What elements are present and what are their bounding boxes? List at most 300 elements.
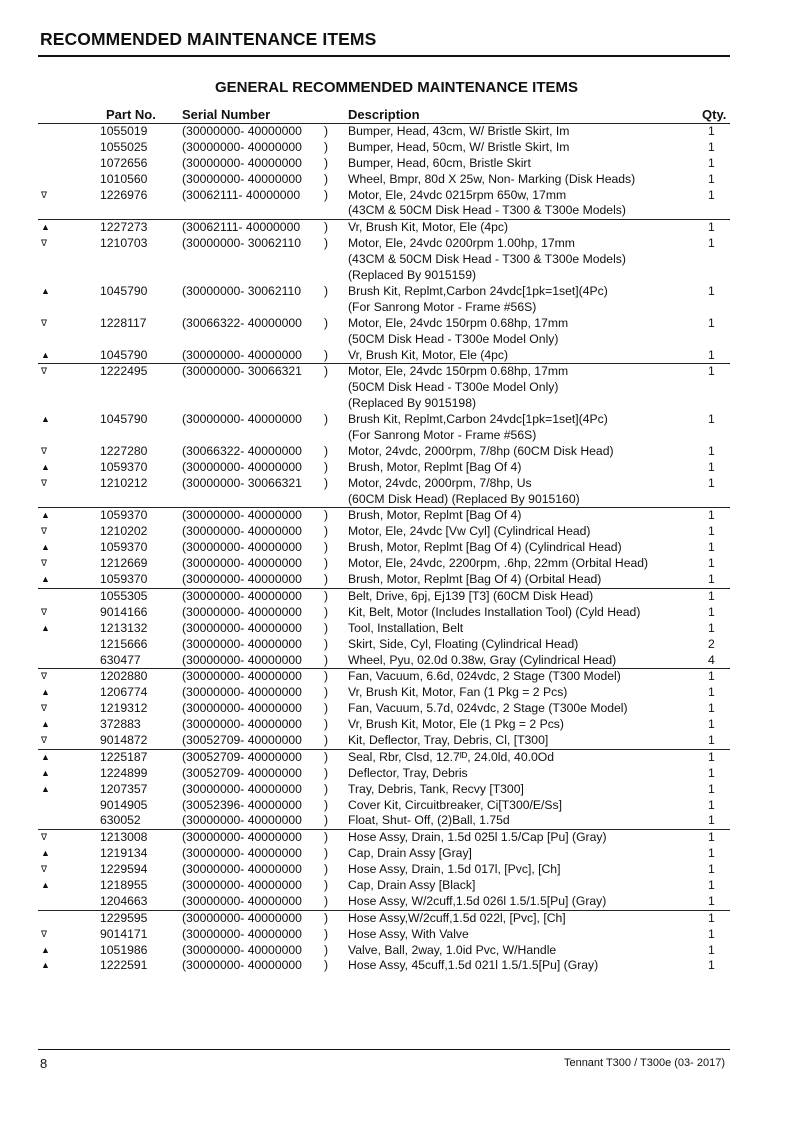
- part-number: 630477: [100, 652, 141, 667]
- serial-range: (30000000- 40000000: [182, 958, 302, 973]
- serial-range: (30000000- 40000000: [182, 893, 302, 908]
- table-row: [38, 668, 730, 685]
- table-row: [38, 156, 730, 172]
- triangle-up-icon: ▲: [41, 687, 50, 698]
- description-line: (For Sanrong Motor - Frame #56S): [348, 299, 537, 314]
- serial-close-paren: ): [324, 540, 329, 555]
- serial-close-paren: ): [324, 139, 329, 154]
- description-line: (50CM Disk Head - T300e Model Only): [348, 331, 559, 346]
- nabla-icon: ∇: [41, 928, 48, 939]
- table-row: [38, 749, 730, 766]
- description-line: Brush Kit, Replmt,Carbon 24vdc[1pk=1set](4Pc): [348, 283, 608, 298]
- triangle-up-icon: ▲: [41, 574, 50, 585]
- quantity: 1: [708, 781, 715, 796]
- table-row: [38, 476, 730, 508]
- serial-close-paren: ): [324, 556, 329, 571]
- part-number: 1229594: [100, 862, 148, 877]
- serial-range: (30000000- 40000000: [182, 669, 302, 684]
- table-row: [38, 878, 730, 894]
- quantity: 1: [708, 830, 715, 845]
- description-line: Motor, Ele, 24vdc 150rpm 0.68hp, 17mm: [348, 364, 569, 379]
- serial-close-paren: ): [324, 636, 329, 651]
- serial-close-paren: ): [324, 830, 329, 845]
- serial-close-paren: ): [324, 220, 329, 235]
- quantity: 1: [708, 765, 715, 780]
- serial-range: (30000000- 40000000: [182, 540, 302, 555]
- serial-close-paren: ): [324, 475, 329, 490]
- quantity: 1: [708, 604, 715, 619]
- serial-close-paren: ): [324, 124, 329, 138]
- nabla-icon: ∇: [41, 558, 48, 569]
- serial-range: (30000000- 40000000: [182, 124, 302, 138]
- footer-rule: [38, 1049, 730, 1050]
- serial-range: (30000000- 40000000: [182, 877, 302, 892]
- description-line: Hose Assy, Drain, 1.5d 017l, [Pvc], [Ch]: [348, 862, 561, 877]
- table-row: [38, 123, 730, 140]
- serial-close-paren: ): [324, 572, 329, 587]
- serial-close-paren: ): [324, 749, 329, 764]
- table-row: [38, 236, 730, 284]
- nabla-icon: ∇: [41, 606, 48, 617]
- serial-close-paren: ): [324, 155, 329, 170]
- serial-range: (30066322- 40000000: [182, 315, 302, 330]
- serial-close-paren: ): [324, 508, 329, 523]
- serial-close-paren: ): [324, 797, 329, 812]
- description-line: Kit, Belt, Motor (Includes Installation Tool) (Cyld Head): [348, 604, 641, 619]
- part-number: 1059370: [100, 459, 148, 474]
- part-number: 1218955: [100, 877, 148, 892]
- part-number: 1045790: [100, 283, 148, 298]
- description-line: Vr, Brush Kit, Motor, Ele (1 Pkg = 2 Pcs): [348, 717, 564, 732]
- serial-range: (30000000- 40000000: [182, 717, 302, 732]
- description-line: Vr, Brush Kit, Motor, Ele (4pc): [348, 347, 509, 362]
- description-line: Hose Assy, Drain, 1.5d 025l 1.5/Cap [Pu] (Gray): [348, 830, 607, 845]
- nabla-icon: ∇: [41, 317, 48, 328]
- table-row: [38, 782, 730, 798]
- nabla-icon: ∇: [41, 703, 48, 714]
- quantity: 1: [708, 588, 715, 603]
- serial-range: (30000000- 40000000: [182, 459, 302, 474]
- quantity: 1: [708, 958, 715, 973]
- serial-range: (30000000- 40000000: [182, 171, 302, 186]
- serial-range: (30000000- 40000000: [182, 572, 302, 587]
- nabla-icon: ∇: [41, 445, 48, 456]
- triangle-up-icon: ▲: [41, 222, 50, 233]
- serial-range: (30052396- 40000000: [182, 797, 302, 812]
- serial-range: (30000000- 40000000: [182, 862, 302, 877]
- serial-range: (30000000- 40000000: [182, 942, 302, 957]
- part-number: 1226976: [100, 187, 148, 202]
- quantity: 1: [708, 524, 715, 539]
- quantity: 1: [708, 283, 715, 298]
- quantity: 1: [708, 443, 715, 458]
- table-row: [38, 540, 730, 556]
- serial-range: (30000000- 40000000: [182, 347, 302, 362]
- quantity: 1: [708, 893, 715, 908]
- quantity: 1: [708, 155, 715, 170]
- serial-close-paren: ): [324, 604, 329, 619]
- table-row: [38, 444, 730, 460]
- quantity: 1: [708, 315, 715, 330]
- serial-range: (30000000- 40000000: [182, 139, 302, 154]
- part-number: 1055019: [100, 124, 148, 138]
- serial-range: (30000000- 40000000: [182, 524, 302, 539]
- serial-range: (30062111- 40000000: [182, 187, 301, 202]
- part-number: 1059370: [100, 540, 148, 555]
- part-number: 1222495: [100, 364, 148, 379]
- quantity: 1: [708, 171, 715, 186]
- triangle-up-icon: ▲: [41, 510, 50, 521]
- part-number: 1059370: [100, 508, 148, 523]
- quantity: 1: [708, 620, 715, 635]
- serial-range: (30000000- 30062110: [182, 283, 302, 298]
- triangle-up-icon: ▲: [41, 622, 50, 633]
- description-line: Motor, Ele, 24vdc, 2200rpm, .6hp, 22mm (Orbital Head): [348, 556, 649, 571]
- part-number: 1210703: [100, 236, 148, 251]
- serial-close-paren: ): [324, 958, 329, 973]
- serial-close-paren: ): [324, 910, 329, 925]
- part-number: 1224899: [100, 765, 148, 780]
- serial-close-paren: ): [324, 813, 329, 828]
- serial-range: (30000000- 40000000: [182, 556, 302, 571]
- description-line: Vr, Brush Kit, Motor, Fan (1 Pkg = 2 Pcs): [348, 685, 568, 700]
- quantity: 1: [708, 797, 715, 812]
- nabla-icon: ∇: [41, 477, 48, 488]
- serial-close-paren: ): [324, 765, 329, 780]
- page-number: 8: [40, 1056, 48, 1071]
- table-row: [38, 910, 730, 927]
- serial-close-paren: ): [324, 283, 329, 298]
- header-part-no: Part No.: [106, 107, 156, 122]
- description-line: (50CM Disk Head - T300e Model Only): [348, 380, 559, 395]
- quantity: 1: [708, 910, 715, 925]
- nabla-icon: ∇: [41, 832, 48, 843]
- part-number: 1045790: [100, 412, 148, 427]
- description-line: Tray, Debris, Tank, Recvy [T300]: [348, 781, 524, 796]
- document-reference: Tennant T300 / T300e (03- 2017): [563, 1057, 725, 1069]
- serial-range: (30000000- 40000000: [182, 588, 302, 603]
- table-row: [38, 829, 730, 846]
- quantity: 1: [708, 540, 715, 555]
- triangle-up-icon: ▲: [41, 960, 50, 971]
- quantity: 1: [708, 187, 715, 202]
- serial-close-paren: ): [324, 364, 329, 379]
- quantity: 1: [708, 508, 715, 523]
- serial-range: (30000000- 40000000: [182, 508, 302, 523]
- quantity: 1: [708, 732, 715, 747]
- part-number: 1213008: [100, 830, 148, 845]
- table-row: [38, 958, 730, 974]
- triangle-up-icon: ▲: [41, 944, 50, 955]
- table-row: [38, 316, 730, 348]
- quantity: 1: [708, 685, 715, 700]
- description-line: Fan, Vacuum, 6.6d, 024vdc, 2 Stage (T300 Model): [348, 669, 621, 684]
- part-number: 630052: [100, 813, 141, 828]
- part-number: 9014905: [100, 797, 148, 812]
- quantity: 1: [708, 139, 715, 154]
- serial-close-paren: ): [324, 652, 329, 667]
- description-line: (43CM & 50CM Disk Head - T300 & T300e Models): [348, 252, 626, 267]
- part-number: 1227273: [100, 220, 148, 235]
- serial-close-paren: ): [324, 846, 329, 861]
- serial-range: (30000000- 40000000: [182, 652, 302, 667]
- serial-close-paren: ): [324, 588, 329, 603]
- part-number: 1215666: [100, 636, 148, 651]
- table-row: [38, 862, 730, 878]
- table-row: [38, 717, 730, 733]
- table-row: [38, 219, 730, 236]
- table-row: [38, 605, 730, 621]
- serial-close-paren: ): [324, 412, 329, 427]
- description-line: Brush, Motor, Replmt [Bag Of 4) (Orbital Head): [348, 572, 602, 587]
- description-line: Hose Assy,W/2cuff,1.5d 022l, [Pvc], [Ch]: [348, 910, 566, 925]
- description-line: Seal, Rbr, Clsd, 12.7ᴵᴰ, 24.0ld, 40.0Od: [348, 749, 555, 764]
- triangle-up-icon: ▲: [41, 751, 50, 762]
- serial-close-paren: ): [324, 701, 329, 716]
- part-number: 1210202: [100, 524, 148, 539]
- part-number: 9014171: [100, 926, 148, 941]
- serial-close-paren: ): [324, 669, 329, 684]
- serial-range: (30000000- 40000000: [182, 412, 302, 427]
- serial-close-paren: ): [324, 187, 329, 202]
- nabla-icon: ∇: [41, 366, 48, 377]
- serial-close-paren: ): [324, 685, 329, 700]
- section-subtitle: GENERAL RECOMMENDED MAINTENANCE ITEMS: [214, 79, 579, 96]
- table-row: [38, 188, 730, 220]
- description-line: Kit, Deflector, Tray, Debris, Cl, [T300]: [348, 732, 549, 747]
- description-line: Brush, Motor, Replmt [Bag Of 4) (Cylindrical Head): [348, 540, 622, 555]
- serial-range: (30052709- 40000000: [182, 749, 302, 764]
- part-number: 1207357: [100, 781, 148, 796]
- part-number: 9014872: [100, 732, 148, 747]
- part-number: 1222591: [100, 958, 148, 973]
- serial-range: (30052709- 40000000: [182, 765, 302, 780]
- serial-range: (30062111- 40000000: [182, 220, 301, 235]
- part-number: 1072656: [100, 155, 148, 170]
- table-row: [38, 943, 730, 959]
- part-number: 1204663: [100, 893, 148, 908]
- description-line: Cover Kit, Circuitbreaker, Ci[T300/E/Ss]: [348, 797, 563, 812]
- serial-range: (30000000- 40000000: [182, 846, 302, 861]
- description-line: Cap, Drain Assy [Black]: [348, 877, 476, 892]
- triangle-up-icon: ▲: [41, 848, 50, 859]
- description-line: Deflector, Tray, Debris: [348, 765, 468, 780]
- table-row: [38, 460, 730, 476]
- description-line: (Replaced By 9015159): [348, 268, 477, 283]
- triangle-up-icon: ▲: [41, 542, 50, 553]
- quantity: 1: [708, 717, 715, 732]
- description-line: (60CM Disk Head) (Replaced By 9015160): [348, 491, 580, 506]
- serial-range: (30000000- 40000000: [182, 685, 302, 700]
- description-line: Vr, Brush Kit, Motor, Ele (4pc): [348, 220, 509, 235]
- table-row: [38, 653, 730, 669]
- serial-close-paren: ): [324, 620, 329, 635]
- part-number: 1051986: [100, 942, 148, 957]
- serial-close-paren: ): [324, 236, 329, 251]
- description-line: Motor, 24vdc, 2000rpm, 7/8hp, Us: [348, 475, 532, 490]
- nabla-icon: ∇: [41, 238, 48, 249]
- part-number: 1059370: [100, 572, 148, 587]
- serial-range: (30000000- 40000000: [182, 910, 302, 925]
- table-row: [38, 172, 730, 188]
- part-number: 1219134: [100, 846, 148, 861]
- description-line: Bumper, Head, 50cm, W/ Bristle Skirt, Im: [348, 139, 570, 154]
- part-number: 1210212: [100, 475, 148, 490]
- quantity: 1: [708, 124, 715, 138]
- table-row: [38, 572, 730, 588]
- description-line: Belt, Drive, 6pj, Ej139 [T3] (60CM Disk Head): [348, 588, 594, 603]
- serial-close-paren: ): [324, 926, 329, 941]
- quantity: 1: [708, 556, 715, 571]
- serial-close-paren: ): [324, 893, 329, 908]
- nabla-icon: ∇: [41, 864, 48, 875]
- serial-close-paren: ): [324, 347, 329, 362]
- description-line: Skirt, Side, Cyl, Floating (Cylindrical Head): [348, 636, 579, 651]
- description-line: Wheel, Bmpr, 80d X 25w, Non- Marking (Disk Heads): [348, 171, 636, 186]
- serial-range: (30000000- 30062110: [182, 236, 302, 251]
- quantity: 1: [708, 572, 715, 587]
- table-row: [38, 894, 730, 910]
- serial-close-paren: ): [324, 942, 329, 957]
- part-number: 1010560: [100, 171, 148, 186]
- part-number: 1227280: [100, 443, 148, 458]
- serial-range: (30066322- 40000000: [182, 443, 302, 458]
- serial-range: (30000000- 40000000: [182, 781, 302, 796]
- description-line: Motor, Ele, 24vdc 150rpm 0.68hp, 17mm: [348, 315, 569, 330]
- description-line: Brush, Motor, Replmt [Bag Of 4): [348, 459, 522, 474]
- quantity: 1: [708, 813, 715, 828]
- table-row: [38, 507, 730, 524]
- serial-close-paren: ): [324, 524, 329, 539]
- triangle-up-icon: ▲: [41, 461, 50, 472]
- nabla-icon: ∇: [41, 671, 48, 682]
- part-number: 1225187: [100, 749, 148, 764]
- table-row: [38, 412, 730, 444]
- quantity: 1: [708, 347, 715, 362]
- table-row: [38, 621, 730, 637]
- parts-table: [38, 123, 730, 974]
- description-line: Valve, Ball, 2way, 1.0id Pvc, W/Handle: [348, 942, 557, 957]
- serial-range: (30000000- 40000000: [182, 830, 302, 845]
- quantity: 1: [708, 475, 715, 490]
- description-line: Cap, Drain Assy [Gray]: [348, 846, 472, 861]
- quantity: 1: [708, 701, 715, 716]
- description-line: Brush, Motor, Replmt [Bag Of 4): [348, 508, 522, 523]
- table-row: [38, 140, 730, 156]
- nabla-icon: ∇: [41, 189, 48, 200]
- serial-range: (30052709- 40000000: [182, 732, 302, 747]
- nabla-icon: ∇: [41, 734, 48, 745]
- description-line: Hose Assy, 45cuff,1.5d 021l 1.5/1.5[Pu] (Gray): [348, 958, 599, 973]
- table-row: [38, 524, 730, 540]
- part-number: 1202880: [100, 669, 148, 684]
- triangle-up-icon: ▲: [41, 414, 50, 425]
- table-row: [38, 588, 730, 605]
- description-line: Motor, 24vdc, 2000rpm, 7/8hp (60CM Disk Head): [348, 443, 614, 458]
- serial-close-paren: ): [324, 459, 329, 474]
- serial-close-paren: ): [324, 717, 329, 732]
- quantity: 1: [708, 877, 715, 892]
- serial-range: (30000000- 40000000: [182, 813, 302, 828]
- table-row: [38, 927, 730, 943]
- quantity: 1: [708, 942, 715, 957]
- serial-range: (30000000- 40000000: [182, 155, 302, 170]
- description-line: Brush Kit, Replmt,Carbon 24vdc[1pk=1set](4Pc): [348, 412, 608, 427]
- quantity: 1: [708, 459, 715, 474]
- header-description: Description: [348, 107, 420, 122]
- serial-close-paren: ): [324, 862, 329, 877]
- serial-range: (30000000- 40000000: [182, 701, 302, 716]
- quantity: 1: [708, 669, 715, 684]
- page-title: RECOMMENDED MAINTENANCE ITEMS: [40, 29, 377, 49]
- part-number: 1213132: [100, 620, 148, 635]
- description-line: Motor, Ele, 24vdc 0200rpm 1.00hp, 17mm: [348, 236, 575, 251]
- quantity: 4: [708, 652, 715, 667]
- part-number: 1055025: [100, 139, 148, 154]
- part-number: 9014166: [100, 604, 148, 619]
- description-line: Fan, Vacuum, 5.7d, 024vdc, 2 Stage (T300e Model): [348, 701, 628, 716]
- quantity: 1: [708, 846, 715, 861]
- description-line: (Replaced By 9015198): [348, 396, 477, 411]
- part-number: 1229595: [100, 910, 148, 925]
- table-row: [38, 733, 730, 749]
- serial-range: (30000000- 40000000: [182, 604, 302, 619]
- quantity: 1: [708, 412, 715, 427]
- quantity: 1: [708, 364, 715, 379]
- table-row: [38, 846, 730, 862]
- part-number: 1055305: [100, 588, 148, 603]
- quantity: 1: [708, 862, 715, 877]
- table-row: [38, 685, 730, 701]
- description-line: Wheel, Pyu, 02.0d 0.38w, Gray (Cylindrical Head): [348, 652, 617, 667]
- description-line: Motor, Ele, 24vdc [Vw Cyl] (Cylindrical Head): [348, 524, 591, 539]
- table-row: [38, 798, 730, 814]
- triangle-up-icon: ▲: [41, 767, 50, 778]
- serial-range: (30000000- 30066321: [182, 364, 302, 379]
- quantity: 1: [708, 236, 715, 251]
- table-row: [38, 813, 730, 829]
- triangle-up-icon: ▲: [41, 349, 50, 360]
- table-row: [38, 701, 730, 717]
- serial-range: (30000000- 40000000: [182, 926, 302, 941]
- description-line: Bumper, Head, 43cm, W/ Bristle Skirt, Im: [348, 124, 570, 138]
- serial-close-paren: ): [324, 171, 329, 186]
- serial-close-paren: ): [324, 732, 329, 747]
- header-qty: Qty.: [702, 107, 727, 122]
- title-rule: [38, 55, 730, 57]
- nabla-icon: ∇: [41, 526, 48, 537]
- table-row: [38, 556, 730, 572]
- description-line: Float, Shut- Off, (2)Ball, 1.75d: [348, 813, 510, 828]
- triangle-up-icon: ▲: [41, 879, 50, 890]
- description-line: (For Sanrong Motor - Frame #56S): [348, 428, 537, 442]
- header-serial-number: Serial Number: [182, 107, 271, 122]
- table-row: [38, 363, 730, 412]
- triangle-up-icon: ▲: [41, 285, 50, 296]
- serial-range: (30000000- 40000000: [182, 620, 302, 635]
- description-line: Motor, Ele, 24vdc 0215rpm 650w, 17mm: [348, 187, 567, 202]
- part-number: 1219312: [100, 701, 148, 716]
- serial-close-paren: ): [324, 443, 329, 458]
- table-row: [38, 348, 730, 364]
- quantity: 1: [708, 220, 715, 235]
- part-number: 1045790: [100, 347, 148, 362]
- table-row: [38, 637, 730, 653]
- table-row: [38, 766, 730, 782]
- table-row: [38, 284, 730, 316]
- part-number: 1228117: [100, 315, 147, 330]
- part-number: 1212669: [100, 556, 148, 571]
